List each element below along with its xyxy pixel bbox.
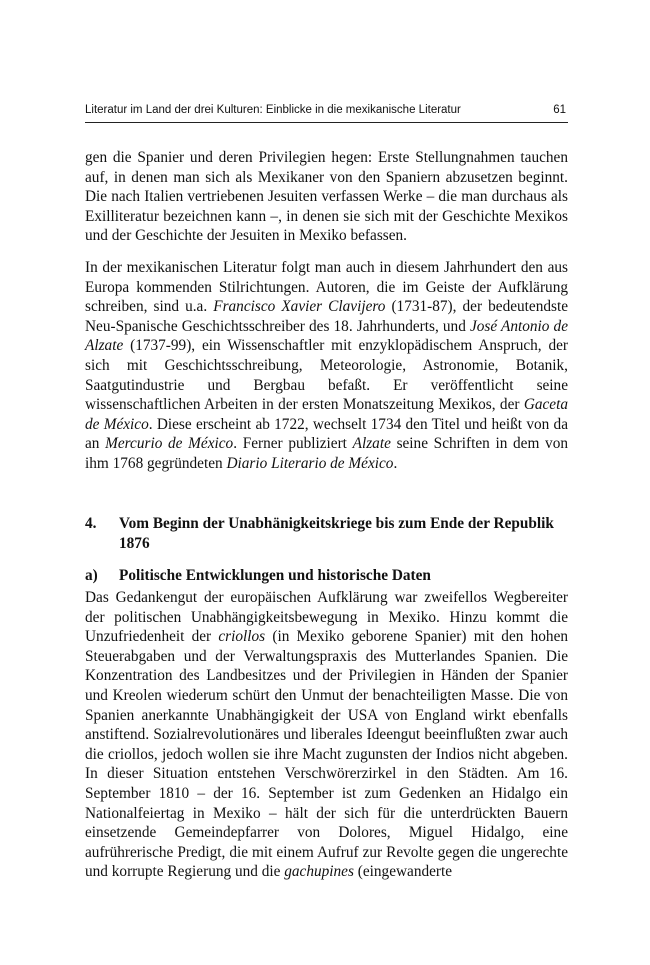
paragraph-2 xyxy=(85,258,568,474)
paragraph-1-text: gen die Spanier und deren Privilegien hegen: Erste Stellungnahmen tauchen auf, in denen man sich als Mexikaner von den Spaniern abzusetzen beginnt. Die nach Italien vertriebenen Jesuiten verfassen Werke – die man durchaus als Exilliteratur bezeichnen kann –, in denen sie sich mit der Geschichte Mexikos und der Geschichte der Jesuiten in Mexiko befassen. xyxy=(85,149,568,245)
page-number: 61 xyxy=(553,104,566,116)
section-title: Vom Beginn der Unabhänigkeitskriege bis zum Ende der Republik 1876 xyxy=(119,515,554,552)
publication-title-mercurio: Mercurio de México xyxy=(105,435,234,453)
text-run: Das Gedankengut der europäischen Aufklärung war zweifellos Wegbereiter der politischen Unabhängigkeitsbewegung in Mexiko. Hinzu kommt die Unzufriedenheit der xyxy=(85,589,568,646)
paragraph-3 xyxy=(85,588,568,882)
paragraph-3-text xyxy=(85,588,568,882)
term-criollos: criollos xyxy=(218,628,266,646)
text-run: In der mexikanischen Literatur folgt man auch in diesem Jahrhundert den aus Europa kommenden Stilrichtungen. Autoren, die im Geiste der Aufklärung schreiben, sind u.a. xyxy=(85,259,568,316)
text-run: (eingewanderte xyxy=(353,863,453,881)
author-name-alzate-short: Alzate xyxy=(352,435,391,453)
section-heading-4 xyxy=(85,514,568,553)
text-run: . xyxy=(393,454,398,472)
text-run: . Diese erscheint ab 1722, wechselt 1734 den Titel und heißt von da an xyxy=(85,415,568,453)
paragraph-1 xyxy=(85,148,568,246)
publication-title-gaceta: Gaceta de México xyxy=(85,396,568,433)
subsection-number: a) xyxy=(85,567,98,584)
publication-title-diario: Diario Literario de México xyxy=(226,454,394,472)
text-run: (1737-99), ein Wissenschaftler mit enzyklopädischem Anspruch, der sich mit Geschichtsschreibung, Meteorologie, Astronomie, Botanik, Saatgutindustrie und Bergbau befaßt. Er veröffentlicht seine wissenschaftlichen Arbeiten in der ersten Monatszeitung Mexikos, der xyxy=(85,337,568,414)
text-run: seine Schriften in dem von ihm 1768 gegründeten xyxy=(85,435,569,472)
text-run: (1731-87), der bedeutendste Neu-Spanische Geschichtsschreiber des 18. Jahrhunderts, und xyxy=(85,298,568,335)
text-run: (in Mexiko geborene Spanier) mit den hohen Steuerabgaben und der Verwaltungspraxis des Mutterlandes Spanien. Die Konzentration des Landbesitzes und der Privilegien in Händen der Spanier und Kreolen wiederum schürt den Unmut der benachteiligten Masse. Die von Spanien anerkannte Unabhängigkeit der USA von England wirkt ebenfalls anstiftend. Sozialrevolutionäres und liberales Ideengut beeinflußten zwar auch die criollos, jedoch wollen sie ihre Macht zugunsten der Indios nicht abgeben. In dieser Situation entstehen Verschwörerzirkel in den Städten. Am 16. September 1810 – der 16. September ist zum Gedenken an Hidalgo ein Nationalfeiertag in Mexiko – hält der sich für die unterdrückten Bauern einsetzende Gemeindepfarrer von Dolores, Miguel Hidalgo, eine aufrührerische Predigt, die mit einem Aufruf zur Revolte gegen die ungerechte und korrupte Regierung und die xyxy=(85,628,569,881)
subsection-title: Politische Entwicklungen und historische Daten xyxy=(119,567,431,584)
subsection-heading-a xyxy=(85,566,568,586)
paragraph-2-text xyxy=(85,258,568,474)
running-head-title: Literatur im Land der drei Kulturen: Einblicke in die mexikanische Literatur xyxy=(85,104,461,116)
term-gachupines: gachupines xyxy=(284,863,354,881)
author-name-clavijero: Francisco Xavier Clavijero xyxy=(213,298,386,316)
text-run: . Ferner publiziert xyxy=(233,435,353,453)
running-head xyxy=(85,100,568,123)
section-number: 4. xyxy=(85,515,97,532)
author-name-alzate: José Antonio de Alzate xyxy=(85,317,568,355)
